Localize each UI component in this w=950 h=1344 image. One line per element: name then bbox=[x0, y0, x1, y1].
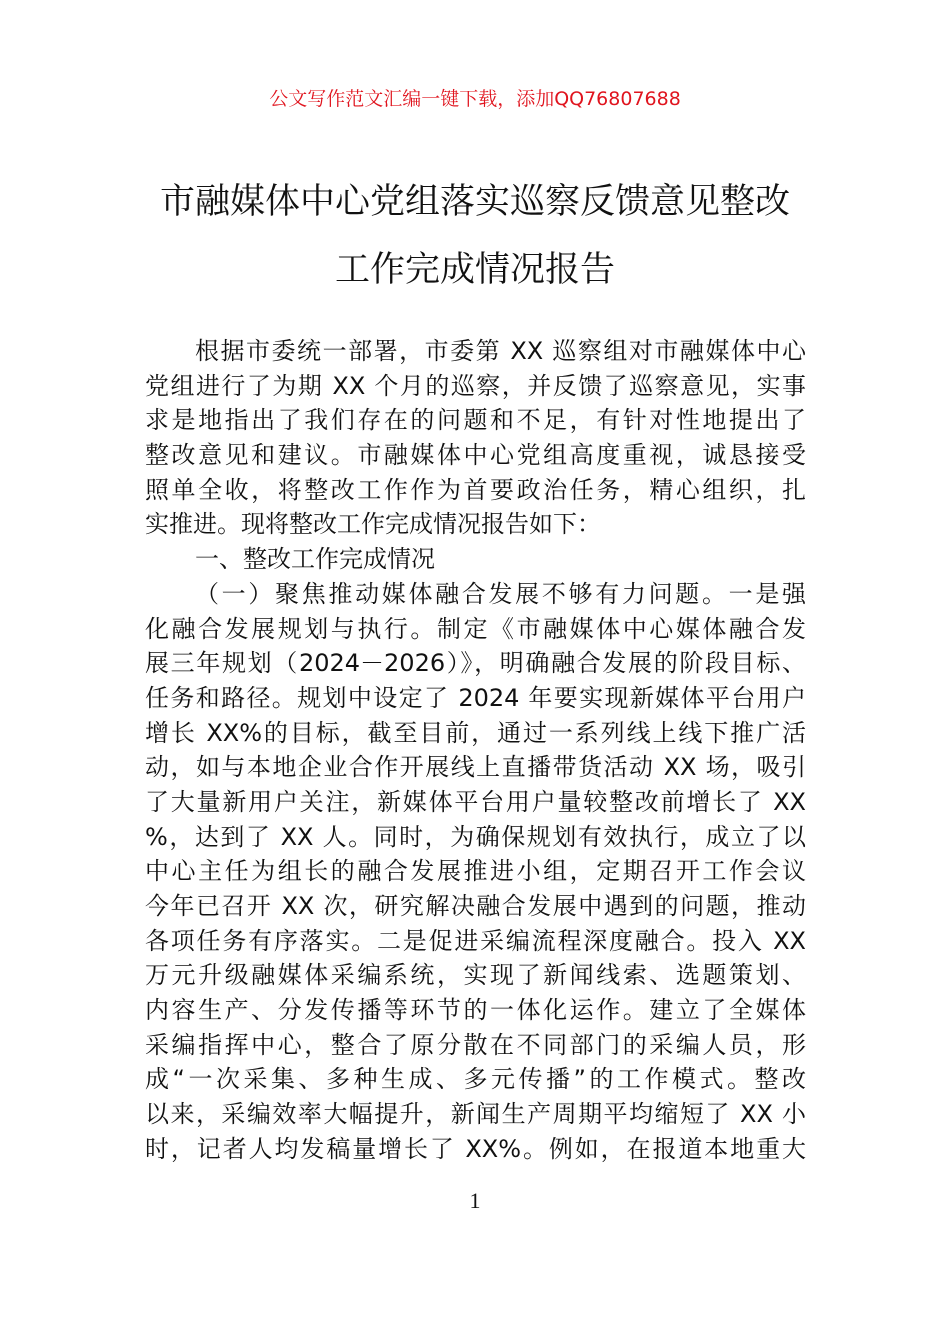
body-text-line: 动，如与本地企业合作开展线上直播带货活动 XX 场，吸引 bbox=[145, 753, 806, 782]
body-text-line: %，达到了 XX 人。同时，为确保规划有效执行，成立了以 bbox=[145, 822, 806, 851]
body-text-line: 万元升级融媒体采编系统，实现了新闻线索、选题策划、 bbox=[145, 961, 806, 990]
body-text-line: 求是地指出了我们存在的问题和不足，有针对性地提出了 bbox=[145, 406, 806, 435]
body-text-line: 化融合发展规划与执行。制定《市融媒体中心媒体融合发 bbox=[145, 614, 806, 643]
body-text-line: 中心主任为组长的融合发展推进小组，定期召开工作会议 bbox=[145, 857, 806, 886]
body-text-line: 党组进行了为期 XX 个月的巡察，并反馈了巡察意见，实事 bbox=[145, 371, 806, 400]
body-text-line: 采编指挥中心，整合了原分散在不同部门的采编人员，形 bbox=[145, 1030, 806, 1059]
body-text-line: 一、整改工作完成情况 bbox=[195, 545, 435, 574]
body-text-line: 以来，采编效率大幅提升，新闻生产周期平均缩短了 XX 小 bbox=[145, 1100, 806, 1129]
body-text-line: 任务和路径。规划中设定了 2024 年要实现新媒体平台用户 bbox=[145, 683, 806, 712]
body-text-line: 内容生产、分发传播等环节的一体化运作。建立了全媒体 bbox=[145, 996, 806, 1025]
document-title-line-2: 工作完成情况报告 bbox=[334, 250, 615, 290]
body-text-line: 今年已召开 XX 次，研究解决融合发展中遇到的问题，推动 bbox=[145, 892, 806, 920]
body-text-line: 整改意见和建议。市融媒体中心党组高度重视，诚恳接受 bbox=[145, 441, 806, 470]
page-number: 1 bbox=[469, 1188, 481, 1213]
body-text-line: 时，记者人均发稿量增长了 XX%。例如，在报道本地重大 bbox=[145, 1134, 806, 1163]
body-text-line: 成“一次采集、多种生成、多元传播”的工作模式。整改 bbox=[145, 1065, 806, 1094]
document-body bbox=[145, 334, 806, 1167]
body-text-line: 各项任务有序落实。二是促进采编流程深度融合。投入 XX bbox=[145, 926, 806, 955]
body-text-line: 照单全收，将整改工作作为首要政治任务，精心组织，扎 bbox=[145, 475, 806, 504]
body-text-line: 了大量新用户关注，新媒体平台用户量较整改前增长了 XX bbox=[145, 787, 806, 816]
body-text-line: 展三年规划（2024－2026）》，明确融合发展的阶段目标、 bbox=[145, 649, 806, 678]
body-text-line: 实推进。现将整改工作完成情况报告如下： bbox=[145, 510, 601, 539]
document-title-line-1: 市融媒体中心党组落实巡察反馈意见整改 bbox=[159, 182, 790, 222]
download-banner: 公文写作范文汇编一键下载，添加QQ76807688 bbox=[269, 88, 681, 110]
body-text-line: （一）聚焦推动媒体融合发展不够有力问题。一是强 bbox=[195, 579, 806, 608]
body-text-line: 增长 XX%的目标，截至目前，通过一系列线上线下推广活 bbox=[145, 718, 806, 747]
body-text-line: 根据市委统一部署，市委第 XX 巡察组对市融媒体中心 bbox=[195, 337, 806, 365]
